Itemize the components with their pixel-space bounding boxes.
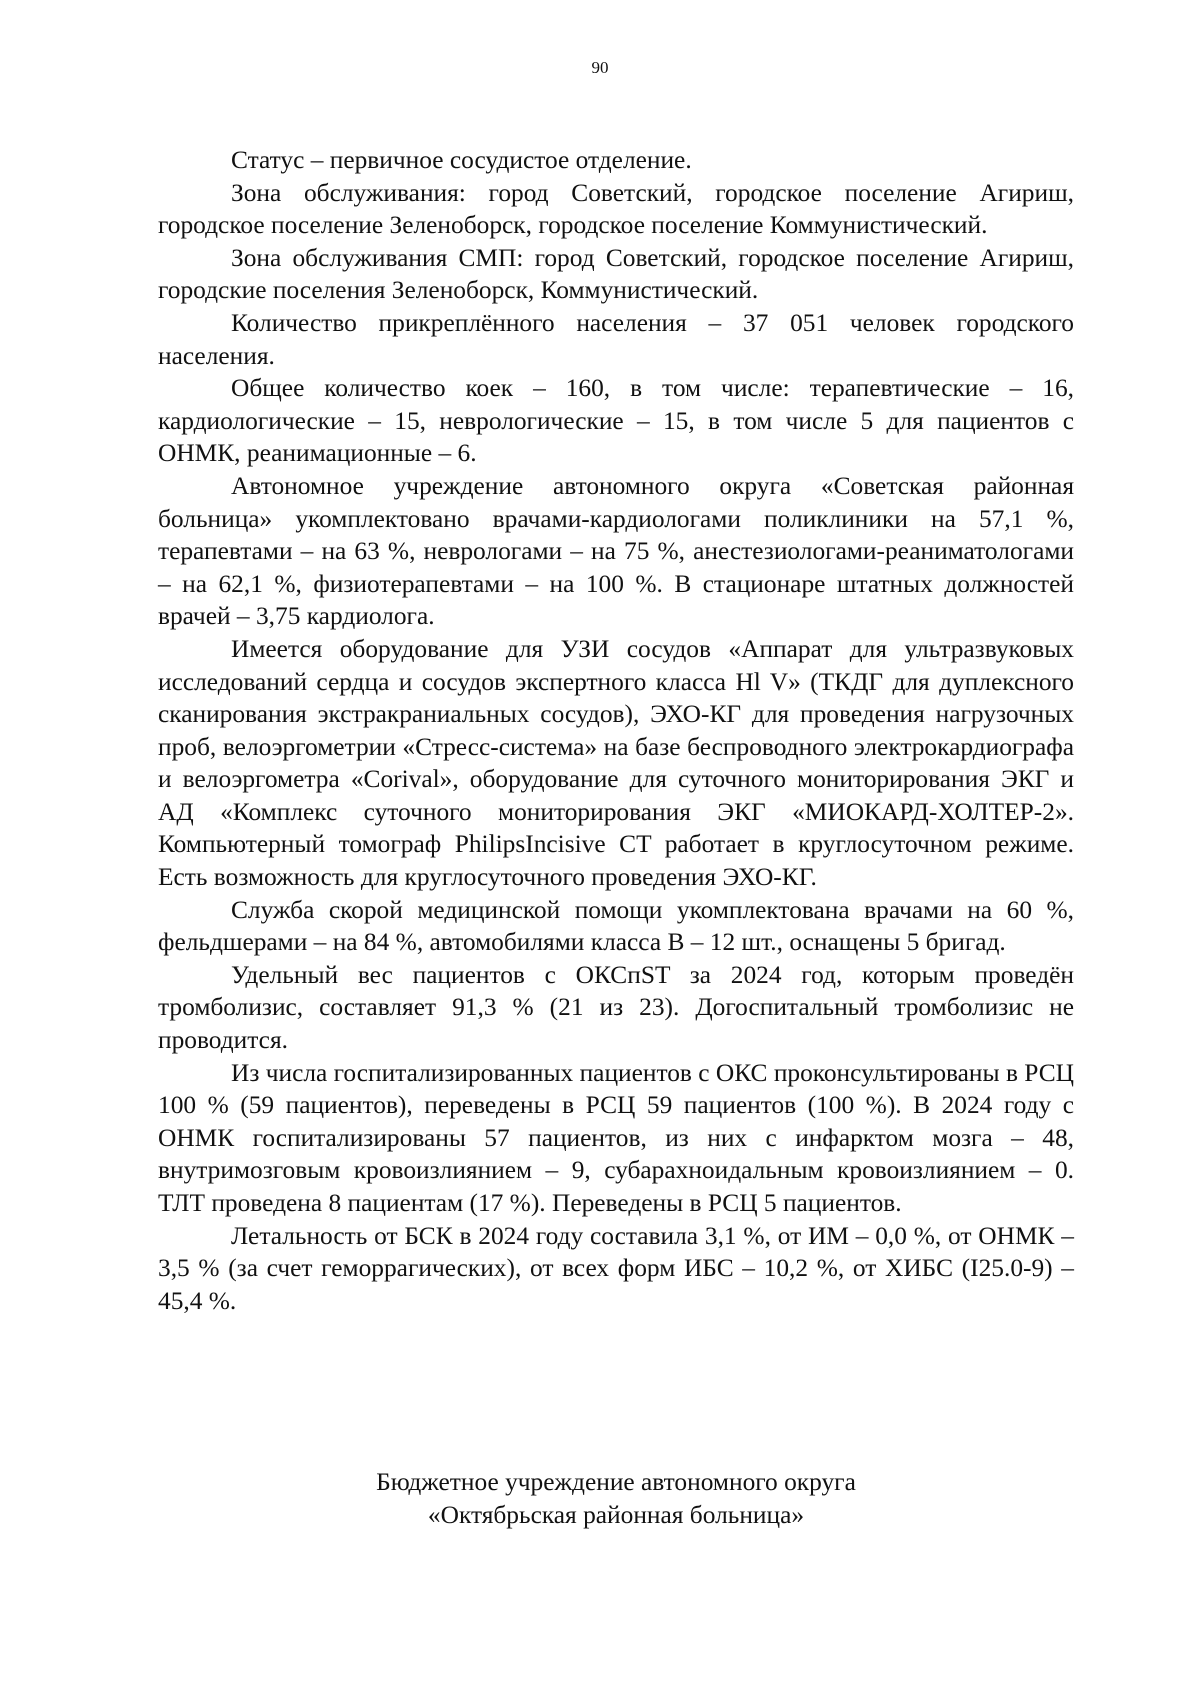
paragraph-service-zone: Зона обслуживания: город Советский, городское поселение Агириш, городское поселение Зеленоборск, городское поселение Коммунистический. [158, 178, 1074, 240]
body-text [158, 144, 1074, 1317]
paragraph-population: Количество прикреплённого населения – 37 051 человек городского населения. [158, 308, 1074, 370]
section-heading-line2: «Октябрьская районная больница» [427, 1501, 805, 1529]
paragraph-smp-zone: Зона обслуживания СМП: город Советский, городское поселение Агириш, городские поселения Зеленоборск, Коммунистический. [158, 243, 1074, 305]
paragraph-thrombolysis: Удельный вес пациентов с ОКСпST за 2024 год, которым проведён тромболизис, составляет 91,3 % (21 из 23). Догоспитальный тромболизис не проводится. [158, 960, 1074, 1055]
paragraph-equipment: Имеется оборудование для УЗИ сосудов «Аппарат для ультразвуковых исследований сердца и сосудов экспертного класса Hl V» (ТКДГ для дуплексного сканирования экстракраниальных сосудов), ЭХО-КГ для проведения нагрузочных проб, велоэргометрии «Стресс-система» на базе беспроводного электрокардиографа и велоэргометра «Corival», оборудование для суточного мониторирования ЭКГ и АД «Комплекс суточного мониторирования ЭКГ «МИОКАРД-ХОЛТЕР-2». Компьютерный томограф PhilipsIncisive CT работает в круглосуточном режиме. Есть возможность для круглосуточного проведения ЭХО-КГ. [158, 634, 1074, 892]
paragraph-beds: Общее количество коек – 160, в том числе: терапевтические – 16, кардиологические – 15, неврологические – 15, в том числе 5 для пациентов с ОНМК, реанимационные – 6. [158, 374, 1074, 468]
page-number: 90 [591, 58, 609, 77]
paragraph-status: Статус – первичное сосудистое отделение. [231, 146, 692, 174]
paragraph-mortality: Летальность от БСК в 2024 году составила 3,1 %, от ИМ – 0,0 %, от ОНМК – 3,5 % (за счет геморрагических), от всех форм ИБС – 10,2 %, от ХИБС (I25.0-9) – 45,4 %. [158, 1221, 1074, 1315]
paragraph-staffing: Автономное учреждение автономного округа «Советская районная больница» укомплектовано врачами-кардиологами поликлиники на 57,1 %, терапевтами – на 63 %, неврологами – на 75 %, анестезиологами-реаниматологами – на 62,1 %, физиотерапевтами – на 100 %. В стационаре штатных должностей врачей – 3,75 кардиолога. [158, 471, 1074, 631]
paragraph-hospitalized: Из числа госпитализированных пациентов с ОКС проконсультированы в РСЦ 100 % (59 пациентов), переведены в РСЦ 59 пациентов (100 %). В 2024 году с ОНМК госпитализированы 57 пациентов, из них с инфарктом мозга – 48, внутримозговым кровоизлиянием – 9, субарахноидальным кровоизлиянием – 0. ТЛТ проведена 8 пациентам (17 %). Переведены в РСЦ 5 пациентов. [158, 1058, 1074, 1217]
section-heading [158, 1466, 1074, 1532]
paragraph-ambulance: Служба скорой медицинской помощи укомплектована врачами на 60 %, фельдшерами – на 84 %, автомобилями класса В – 12 шт., оснащены 5 бригад. [158, 895, 1074, 957]
section-heading-line1: Бюджетное учреждение автономного округа [376, 1468, 856, 1496]
